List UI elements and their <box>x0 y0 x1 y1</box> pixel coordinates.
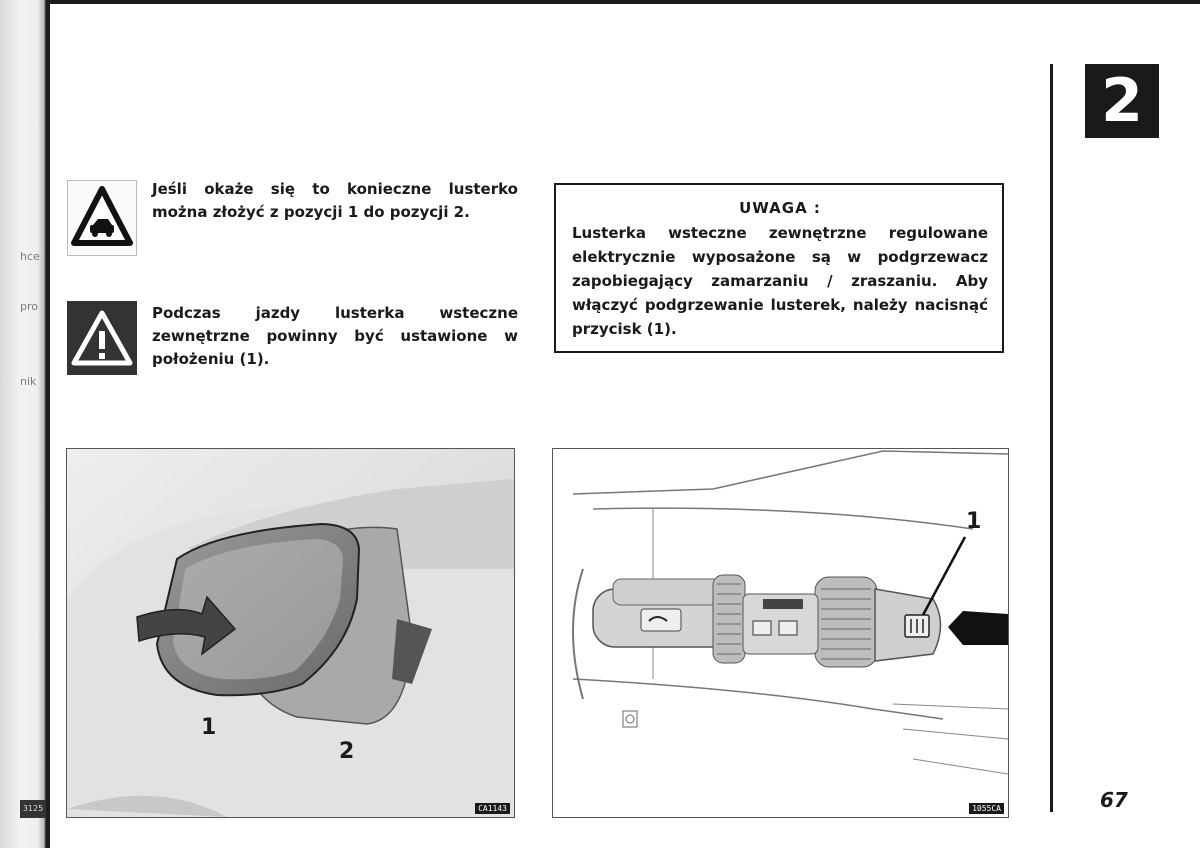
note-box <box>554 183 1004 353</box>
spine-fragment: nik <box>20 375 37 388</box>
spine-fragment: pro <box>20 300 38 313</box>
spine-fragment: hce <box>20 250 40 263</box>
page-number: 67 <box>1100 788 1128 812</box>
note-title: UWAGA : <box>739 199 821 217</box>
figure-code: 1055CA <box>969 803 1004 814</box>
warning-triangle-icon <box>67 301 137 375</box>
chapter-marker: 2 <box>1085 64 1159 138</box>
previous-page-spine <box>0 0 50 848</box>
mirror-fold-paragraph: Jeśli okaże się to konieczne lusterko można złożyć z pozycji 1 do pozycji 2. <box>152 180 518 221</box>
slippery-road-warning-icon <box>67 180 137 256</box>
note-body: Lusterka wsteczne zewnętrzne regulowane elektrycznie wyposażone są w podgrzewacz zapobiegający zamarzaniu / zraszaniu. Aby włączyć podgrzewanie lusterek, należy nacisnąć przycisk (1). <box>572 224 988 338</box>
position-1-label: 1 <box>201 715 217 740</box>
figure-code: CA1143 <box>475 803 510 814</box>
heated-mirror-switch-figure <box>552 448 1009 818</box>
heater-button-label: 1 <box>966 509 982 534</box>
page-top-edge <box>0 0 1200 4</box>
spine-fragment: 3125 <box>20 800 46 818</box>
margin-rule <box>1050 64 1053 812</box>
driving-position-paragraph: Podczas jazdy lusterka wsteczne zewnętrzne powinny być ustawione w położeniu (1). <box>152 304 518 368</box>
mirror-fold-figure <box>66 448 515 818</box>
position-2-label: 2 <box>339 739 355 764</box>
